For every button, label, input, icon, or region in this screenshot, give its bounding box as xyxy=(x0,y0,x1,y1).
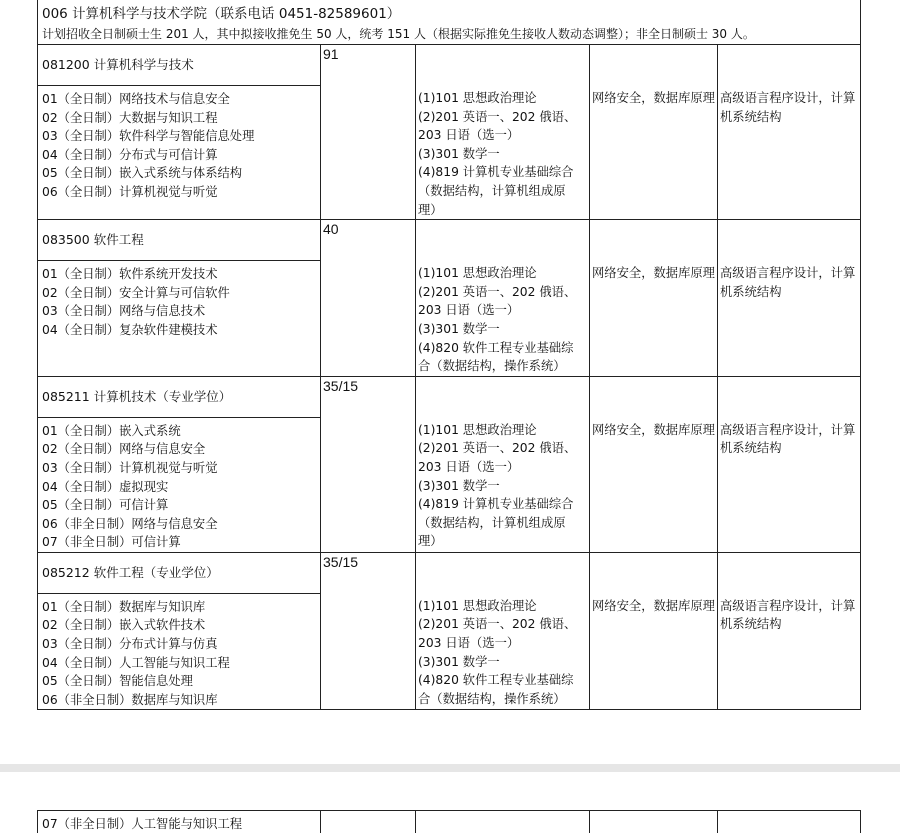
exam-item: 理） xyxy=(418,201,587,220)
exam-item: (2)201 英语一、202 俄语、 xyxy=(418,283,587,302)
exam-item: 203 日语（选一） xyxy=(418,458,587,477)
retest-subjects: 网络安全，数据库原理 xyxy=(590,220,717,283)
equivalent-cell xyxy=(718,552,861,710)
exam-item: (3)301 数学一 xyxy=(418,477,587,496)
retest-cell xyxy=(590,220,718,377)
direction-item: 02（全日制）大数据与知识工程 xyxy=(42,109,320,128)
direction-list xyxy=(38,261,320,339)
exam-item: (1)101 思想政治理论 xyxy=(418,421,587,440)
plan-count: 35/15 xyxy=(321,377,415,395)
direction-item: 03（全日制）分布式计算与仿真 xyxy=(42,635,320,654)
exam-item: (1)101 思想政治理论 xyxy=(418,597,587,616)
direction-list xyxy=(38,86,320,202)
exam-cell xyxy=(416,376,590,552)
equivalent-subjects: 高级语言程序设计，计算机系统结构 xyxy=(718,377,860,458)
direction-item: 05（全日制）智能信息处理 xyxy=(42,672,320,691)
exam-item: (1)101 思想政治理论 xyxy=(418,264,587,283)
exam-list xyxy=(416,553,589,709)
exam-item: (4)819 计算机专业基础综合 xyxy=(418,163,587,182)
retest-subjects: 网络安全，数据库原理 xyxy=(590,553,717,616)
program-row xyxy=(38,220,861,377)
exam-item: (2)201 英语一、202 俄语、 xyxy=(418,439,587,458)
exam-item: (2)201 英语一、202 俄语、 xyxy=(418,108,587,127)
direction-item: 01（全日制）网络技术与信息安全 xyxy=(42,90,320,109)
program-cell xyxy=(38,376,321,552)
exam-cell xyxy=(416,45,590,220)
plan-cell xyxy=(321,552,416,710)
direction-item: 02（全日制）安全计算与可信软件 xyxy=(42,284,320,303)
program-title: 085211 计算机技术（专业学位） xyxy=(38,377,320,418)
retest-cell xyxy=(590,376,718,552)
direction-item: 04（全日制）虚拟现实 xyxy=(42,478,320,497)
exam-item: (1)101 思想政治理论 xyxy=(418,89,587,108)
plan-cell xyxy=(321,376,416,552)
retest-subjects: 网络安全，数据库原理 xyxy=(590,377,717,440)
direction-item: 04（全日制）人工智能与知识工程 xyxy=(42,654,320,673)
retest-cell xyxy=(590,552,718,710)
exam-item: (4)820 软件工程专业基础综 xyxy=(418,339,587,358)
exam-item: (3)301 数学一 xyxy=(418,320,587,339)
retest-cell xyxy=(590,45,718,220)
program-title: 085212 软件工程（专业学位） xyxy=(38,553,320,594)
direction-item: 02（全日制）网络与信息安全 xyxy=(42,440,320,459)
exam-item: 合（数据结构，操作系统） xyxy=(418,690,587,709)
direction-item: 01（全日制）嵌入式系统 xyxy=(42,422,320,441)
plan-count: 91 xyxy=(321,45,415,63)
direction-item: 06（非全日制）数据库与知识库 xyxy=(42,691,320,710)
direction-item: 03（全日制）软件科学与智能信息处理 xyxy=(42,127,320,146)
direction-item: 06（全日制）计算机视觉与听觉 xyxy=(42,183,320,202)
college-title: 006 计算机科学与技术学院（联系电话 0451-82589601） xyxy=(42,2,400,22)
plan-cell xyxy=(321,45,416,220)
direction-item: 01（全日制）软件系统开发技术 xyxy=(42,265,320,284)
exam-list xyxy=(416,377,589,551)
exam-cell xyxy=(416,552,590,710)
exam-list xyxy=(416,220,589,376)
program-title: 083500 软件工程 xyxy=(38,220,320,261)
direction-item: 04（全日制）复杂软件建模技术 xyxy=(42,321,320,340)
retest-subjects: 网络安全，数据库原理 xyxy=(590,45,717,108)
program-cell xyxy=(38,45,321,220)
direction-item: 05（全日制）嵌入式系统与体系结构 xyxy=(42,164,320,183)
direction-item: 04（全日制）分布式与可信计算 xyxy=(42,146,320,165)
direction-item: 02（全日制）嵌入式软件技术 xyxy=(42,616,320,635)
program-table xyxy=(37,44,861,710)
equivalent-subjects: 高级语言程序设计，计算机系统结构 xyxy=(718,553,860,634)
program-row xyxy=(38,45,861,220)
exam-item: (3)301 数学一 xyxy=(418,653,587,672)
exam-list xyxy=(416,45,589,219)
direction-item: 03（全日制）网络与信息技术 xyxy=(42,302,320,321)
exam-item: (4)819 计算机专业基础综合 xyxy=(418,495,587,514)
enrollment-note: 计划招收全日制硕士生 201 人，其中拟接收推免生 50 人，统考 151 人（根据实际推免生接收人数动态调整）；非全日制硕士 30 人。 xyxy=(42,25,755,42)
exam-item: (2)201 英语一、202 俄语、 xyxy=(418,615,587,634)
college-header xyxy=(37,0,861,45)
equivalent-cell xyxy=(718,220,861,377)
direction-item: 03（全日制）计算机视觉与听觉 xyxy=(42,459,320,478)
equivalent-cell xyxy=(718,376,861,552)
equivalent-subjects: 高级语言程序设计，计算机系统结构 xyxy=(718,45,860,126)
direction-item: 01（全日制）数据库与知识库 xyxy=(42,598,320,617)
page-separator xyxy=(0,764,900,772)
plan-cell xyxy=(321,220,416,377)
exam-item: （数据结构，计算机组成原 xyxy=(418,182,587,201)
exam-item: （数据结构，计算机组成原 xyxy=(418,514,587,533)
exam-item: 理） xyxy=(418,532,587,551)
direction-item: 07（非全日制）人工智能与知识工程 xyxy=(38,811,320,833)
exam-item: 203 日语（选一） xyxy=(418,126,587,145)
plan-count: 40 xyxy=(321,220,415,238)
exam-item: (3)301 数学一 xyxy=(418,145,587,164)
plan-count: 35/15 xyxy=(321,553,415,571)
direction-item: 07（非全日制）可信计算 xyxy=(42,533,320,552)
exam-item: 203 日语（选一） xyxy=(418,301,587,320)
program-cell xyxy=(38,220,321,377)
equivalent-cell xyxy=(718,45,861,220)
exam-item: 203 日语（选一） xyxy=(418,634,587,653)
program-row xyxy=(38,552,861,710)
exam-item: (4)820 软件工程专业基础综 xyxy=(418,671,587,690)
direction-list xyxy=(38,418,320,552)
program-title: 081200 计算机科学与技术 xyxy=(38,45,320,86)
equivalent-subjects: 高级语言程序设计，计算机系统结构 xyxy=(718,220,860,301)
exam-item: 合（数据结构，操作系统） xyxy=(418,357,587,376)
program-cell xyxy=(38,552,321,710)
program-row xyxy=(38,376,861,552)
direction-item: 06（非全日制）网络与信息安全 xyxy=(42,515,320,534)
direction-list xyxy=(38,594,320,710)
exam-cell xyxy=(416,220,590,377)
direction-item: 05（全日制）可信计算 xyxy=(42,496,320,515)
